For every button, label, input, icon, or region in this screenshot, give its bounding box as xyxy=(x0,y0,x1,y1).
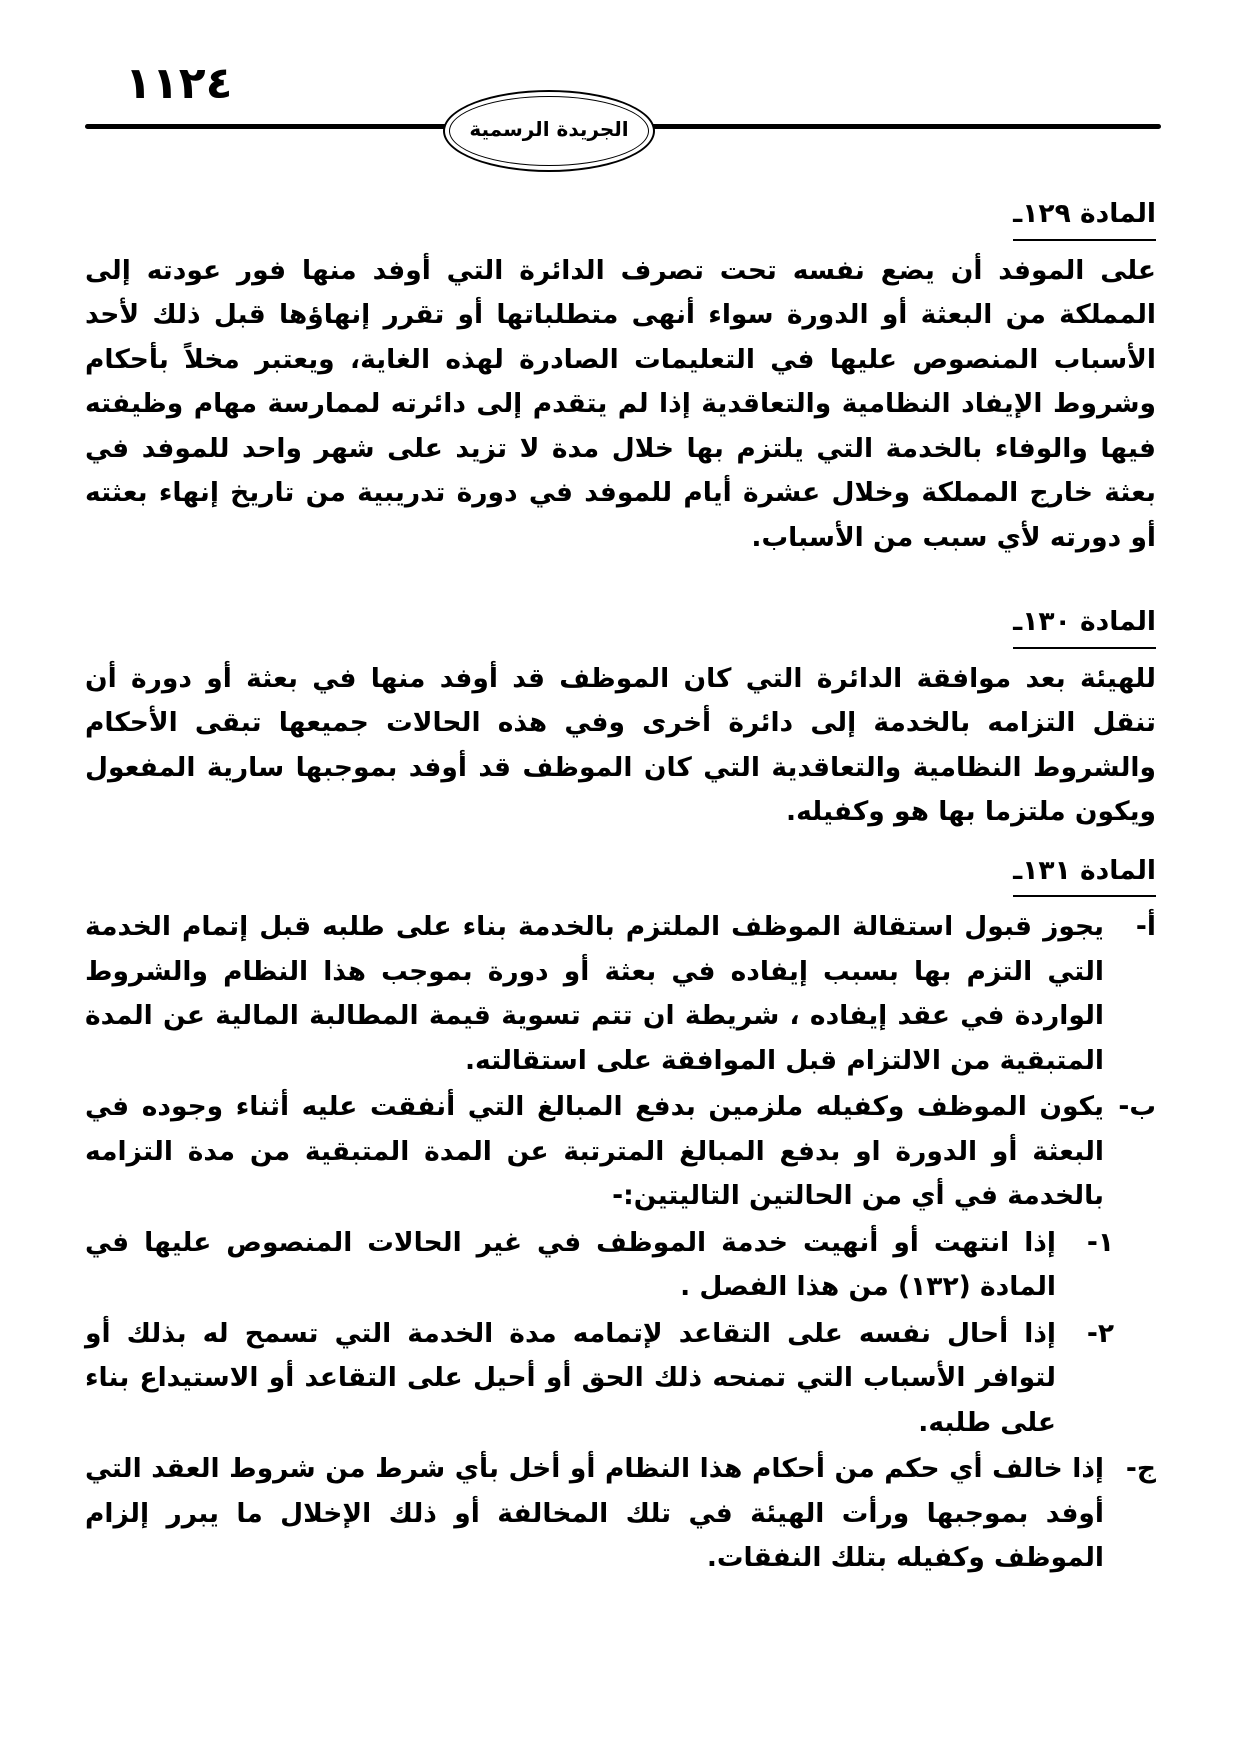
article-131-item-a xyxy=(85,905,1156,1083)
article-130-text: للهيئة بعد موافقة الدائرة التي كان الموظف قد أوفد منها في بعثة أو دورة أن تنقل التزامه بالخدمة إلى دائرة أخرى وفي هذه الحالات جميعها تبقى الأحكام والشروط النظامية والتعاقدية التي كان الموظف قد أوفد بموجبها سارية المفعول ويكون ملتزما بها هو وكفيله. xyxy=(85,662,1156,828)
item-text-b: يكون الموظف وكفيله ملزمين بدفع المبالغ التي أنفقت عليه أثناء وجوده في البعثة أو الدورة او بدفع المبالغ المترتبة عن المدة المتبقية من مدة التزامه بالخدمة في أي من الحالتين التاليتين:- xyxy=(85,1091,1104,1212)
article-131-subitem-1 xyxy=(85,1221,1156,1310)
item-label-a: أ- xyxy=(1135,911,1156,943)
article-131-item-j xyxy=(85,1447,1156,1581)
subitem-label-1: ١- xyxy=(1086,1226,1114,1258)
item-label-j: ج- xyxy=(1125,1453,1156,1485)
article-131-title: المادة ١٣١ـ xyxy=(1013,849,1156,898)
article-129-title: المادة ١٢٩ـ xyxy=(1013,192,1156,241)
article-131-item-b xyxy=(85,1085,1156,1219)
subitem-text-2: إذا أحال نفسه على التقاعد لإتمامه مدة الخدمة التي تسمح له بذلك أو لتوافر الأسباب التي تمنحه ذلك الحق أو أحيل على التقاعد أو الاستيداع بناء على طلبه. xyxy=(85,1317,1056,1438)
article-131-subitem-2 xyxy=(85,1312,1156,1446)
article-131-heading xyxy=(85,849,1156,898)
page-number: ١١٢٤ xyxy=(125,58,233,109)
item-text-j: إذا خالف أي حكم من أحكام هذا النظام أو أخل بأي شرط من شروط العقد التي أوفد بموجبها ورأت الهيئة في تلك المخالفة أو ذلك الإخلال ما يبرر إلزام الموظف وكفيله بتلك النفقات. xyxy=(85,1453,1104,1574)
subitem-label-2: ٢- xyxy=(1086,1317,1114,1349)
subitem-text-1: إذا انتهت أو أنهيت خدمة الموظف في غير الحالات المنصوص عليها في المادة (١٣٢) من هذا الفصل . xyxy=(85,1226,1056,1303)
gazette-title-badge xyxy=(443,90,655,172)
article-130-title: المادة ١٣٠ـ xyxy=(1013,600,1156,649)
gazette-title: الجريدة الرسمية xyxy=(469,117,629,141)
article-130-heading xyxy=(85,600,1156,649)
item-text-a: يجوز قبول استقالة الموظف الملتزم بالخدمة بناء على طلبه قبل إتمام الخدمة التي التزم بها بسبب إيفاده في بعثة أو دورة بموجب هذا النظام والشروط الواردة في عقد إيفاده ، شريطة ان تتم تسوية قيمة المطالبة المالية عن المدة المتبقية من الالتزام قبل الموافقة على استقالته. xyxy=(85,911,1104,1076)
article-129-text: على الموفد أن يضع نفسه تحت تصرف الدائرة التي أوفد منها فور عودته إلى المملكة من البعثة أو الدورة سواء أنهى متطلباتها أو تقرر إنهاؤها قبل ذلك لأحد الأسباب المنصوص عليها في التعليمات الصادرة لهذه الغاية، ويعتبر مخلاً بأحكام وشروط الإيفاد النظامية والتعاقدية إذا لم يتقدم إلى دائرته لممارسة مهام وظيفته فيها والوفاء بالخدمة التي يلتزم بها خلال مدة لا تزيد على شهر واحد للموفد في بعثة خارج المملكة وخلال عشرة أيام للموفد في دورة تدريبية من تاريخ إنهاء بعثته أو دورته لأي سبب من الأسباب. xyxy=(85,254,1156,553)
article-129-heading xyxy=(85,192,1156,241)
item-label-b: ب- xyxy=(1118,1091,1156,1123)
